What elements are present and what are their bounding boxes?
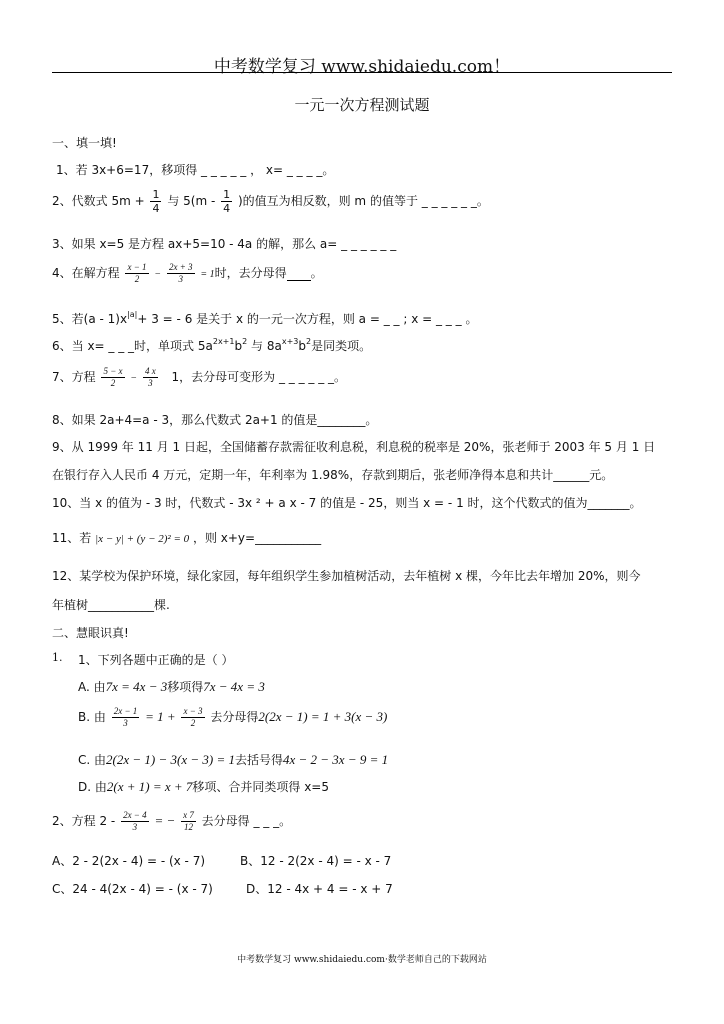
- question-2-1: 1、下列各题中正确的是（ ）: [78, 653, 234, 667]
- fraction: $\frac{x - 3}{2}$: [183, 706, 203, 728]
- option-2-2-c: C、24 - 4(2x - 4) = - (x - 7): [52, 882, 213, 896]
- header-rule: [52, 72, 672, 73]
- question-1-1: 1、若 3x+6=17，移项得 _ _ _ _ _ ， x= _ _ _ _。: [56, 163, 335, 177]
- option-2-1-a: A. 由7x = 4x − 3移项得7x − 4x = 3: [78, 679, 265, 694]
- fraction: $\frac{1}{4}$: [223, 188, 231, 215]
- fraction: $\frac{x - 1}{2}$: [127, 262, 147, 284]
- question-1-2: 2、代数式 5m + $\frac{1}{4}$ 与 5(m - $\frac{1}{4}$ )的值互为相反数，则 m 的值等于 _ _ _ _ _ _。: [52, 188, 489, 215]
- question-2-2: 2、方程 2 - $\frac{2x - 4}{3}$ = − $\frac{x 7}{12}$ 去分母得 _ _ _。: [52, 810, 292, 832]
- question-1-8: 8、如果 2a+4=a - 3，那么代数式 2a+1 的值是________。: [52, 413, 378, 427]
- fraction: $\frac{2x + 3}{3}$: [168, 262, 193, 284]
- question-1-9-line-2: 在银行存入人民币 4 万元，定期一年，年利率为 1.98%，存款到期后，张老师净得本息和共计______元。: [52, 468, 614, 482]
- section-1-heading: 一、填一填!: [52, 136, 117, 150]
- page-header: 中考数学复习 www.shidaiedu.com！: [213, 57, 511, 77]
- question-1-12-line-1: 12、某学校为保护环境，绿化家园，每年组织学生参加植树活动，去年植树 x 棵，今年比去年增加 20%，则今: [52, 569, 641, 583]
- question-1-12-line-2: 年植树___________棵.: [52, 598, 170, 612]
- list-number: 1.: [52, 651, 63, 664]
- option-2-2-d: D、12 - 4x + 4 = - x + 7: [246, 882, 393, 896]
- page-title: 一元一次方程测试题: [294, 96, 430, 114]
- question-1-6: 6、当 x= _ _ _时，单项式 $5a^{2x+1}b^2$ 与 $8a^{x+3}b^2$是同类项。: [52, 337, 372, 353]
- fraction: $\frac{2x - 1}{3}$: [113, 706, 138, 728]
- fraction: $\frac{2x - 4}{3}$: [123, 810, 147, 832]
- question-1-7: 7、方程 $\frac{5 - x}{2}$ − $\frac{4 x}{3}$ 1，去分母可变形为 _ _ _ _ _ _。: [52, 366, 347, 388]
- page-footer: 中考数学复习 www.shidaiedu.com·数学老师自己的下载网站: [237, 955, 487, 965]
- section-2-heading: 二、慧眼识真!: [52, 626, 129, 640]
- fraction: $\frac{4 x}{3}$: [144, 366, 156, 388]
- question-1-4: 4、在解方程 $\frac{x - 1}{2}$ − $\frac{2x + 3}{3}$ = 1时，去分母得 。: [52, 262, 323, 284]
- option-2-2-b: B、12 - 2(2x - 4) = - x - 7: [240, 854, 392, 868]
- fraction: $\frac{5 - x}{2}$: [103, 366, 123, 388]
- question-1-5: 5、若$(a - 1)x^{|a|}+ 3$ = - 6 是关于 x 的一元一次方程，则 a = _ _ ; x = _ _ _ 。: [52, 310, 478, 326]
- option-2-2-a: A、2 - 2(2x - 4) = - (x - 7): [52, 854, 206, 868]
- question-1-3: 3、如果 x=5 是方程 ax+5=10 - 4a 的解，那么 a= _ _ _ _ _ _: [52, 237, 397, 251]
- option-2-1-d: D. 由2(x + 1) = x + 7移项、合并同类项得 x=5: [78, 779, 329, 794]
- option-2-1-b: B. 由 $\frac{2x - 1}{3}$ = 1 + $\frac{x - 3}{2}$ 去分母得2(2x − 1) = 1 + 3(x − 3): [78, 706, 388, 728]
- fraction: $\frac{1}{4}$: [152, 188, 160, 215]
- question-1-11: 11、若 |x − y| + (y − 2)² = 0 ，则 x+y=___________: [52, 531, 322, 545]
- option-2-1-c: C. 由2(2x − 1) − 3(x − 3) = 1去括号得4x − 2 − 3x − 9 = 1: [78, 752, 389, 767]
- fraction: $\frac{x 7}{12}$: [183, 810, 194, 832]
- question-1-10: 10、当 x 的值为 - 3 时，代数式 - 3x ² + a x - 7 的值是 - 25，则当 x = - 1 时，这个代数式的值为_______。: [52, 496, 642, 510]
- question-1-9-line-1: 9、从 1999 年 11 月 1 日起，全国储蓄存款需征收利息税，利息税的税率是 20%，张老师于 2003 年 5 月 1 日: [52, 440, 656, 454]
